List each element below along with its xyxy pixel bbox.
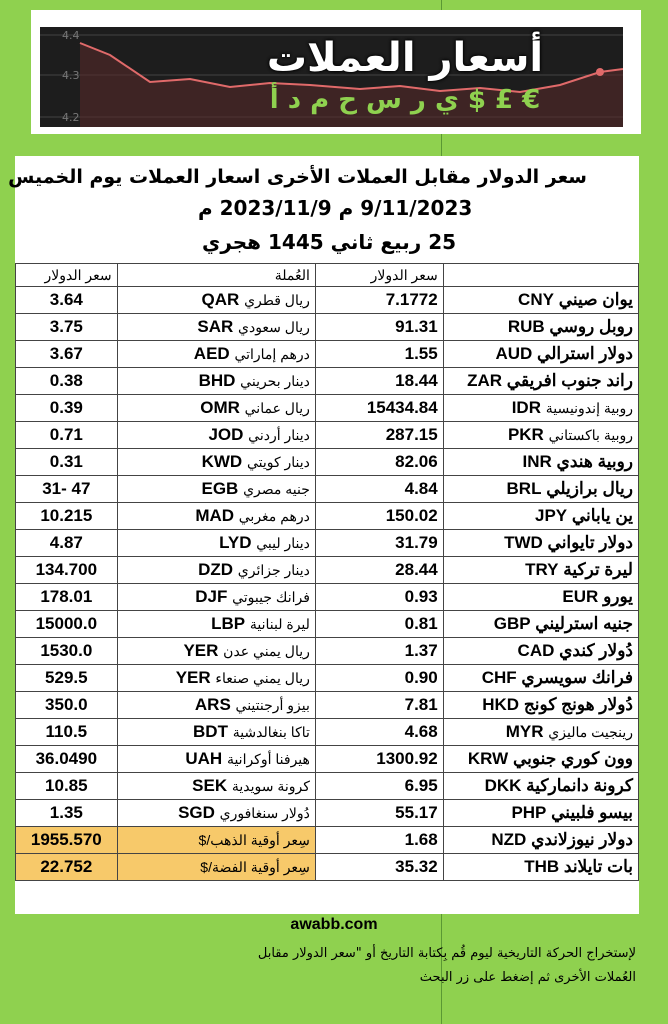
rate-cell [16, 611, 118, 638]
currency-cell [117, 341, 315, 368]
rate-cell [315, 746, 443, 773]
table-row [16, 638, 639, 665]
currency-cell [117, 422, 315, 449]
currency-name: يوان صيني [558, 290, 633, 309]
rate-cell [16, 557, 118, 584]
currency-name: ليرة تركية [563, 560, 633, 579]
currency-cell [117, 314, 315, 341]
rate-cell [16, 638, 118, 665]
currency-cell [117, 746, 315, 773]
rate-cell [16, 665, 118, 692]
rate-cell [315, 530, 443, 557]
currency-code: SGD [178, 803, 215, 822]
rate-cell [16, 800, 118, 827]
currency-cell [443, 530, 638, 557]
currency-code: PHP [511, 803, 547, 822]
currency-code: LBP [211, 614, 246, 633]
rate-value: 4.87 [49, 533, 83, 552]
currency-name: دولار تايواني [547, 533, 633, 552]
table-row [16, 854, 639, 881]
banner-title: أسعار العملات [266, 35, 544, 81]
rate-value: 4.84 [404, 479, 438, 498]
currency-cell [443, 584, 638, 611]
currency-cell [117, 476, 315, 503]
currency-cell [443, 476, 638, 503]
currency-code: BRL [506, 479, 542, 498]
instructions-line: لإستخراج الحركة التاريخية ليوم قُم بِكتابة التاريخ أو "سعر الدولار مقابل [257, 946, 636, 961]
table-row [16, 746, 639, 773]
rate-value: 178.01 [40, 587, 93, 606]
rate-value: 3.75 [49, 317, 83, 336]
table-row [16, 476, 639, 503]
instructions-line: العُملات الأخرى ثم إضغط على زر البحث [419, 970, 636, 985]
currency-name: روبية هندي [556, 452, 633, 471]
rate-value: 0.81 [404, 614, 438, 633]
table-row [16, 287, 639, 314]
column-header: سعر الدولار [315, 264, 443, 287]
rate-cell [16, 449, 118, 476]
currency-cell [117, 692, 315, 719]
rate-cell [315, 314, 443, 341]
rate-cell [16, 395, 118, 422]
rate-value: 529.5 [45, 668, 88, 687]
rate-cell [315, 773, 443, 800]
currency-cell [443, 854, 638, 881]
rate-value: 31.79 [395, 533, 438, 552]
currency-cell [117, 719, 315, 746]
rate-cell [315, 611, 443, 638]
currency-cell [117, 503, 315, 530]
rate-value: 4.68 [404, 722, 438, 741]
currency-name: بات تايلاند [563, 857, 633, 876]
currency-name: دينار بحريني [240, 373, 310, 389]
table-row [16, 449, 639, 476]
rate-cell [315, 449, 443, 476]
currency-code: NZD [491, 830, 527, 849]
currency-cell [117, 287, 315, 314]
currency-name: كرونة دانماركية [526, 776, 633, 795]
currency-code: ARS [194, 695, 231, 714]
rate-cell [315, 665, 443, 692]
rate-cell [16, 719, 118, 746]
currency-cell [117, 854, 315, 881]
currency-cell [117, 557, 315, 584]
currency-name: دينار جزائري [237, 562, 310, 578]
currency-name: جنيه استرليني [535, 614, 633, 633]
rate-value: 0.31 [49, 452, 83, 471]
currency-code: THB [524, 857, 560, 876]
currency-name: ريال يمني عدن [223, 643, 310, 659]
rate-value: 0.71 [49, 425, 83, 444]
currency-code: BHD [198, 371, 236, 390]
currency-code: AED [193, 344, 230, 363]
rate-value: 36.0490 [35, 749, 98, 768]
table-row [16, 395, 639, 422]
column-header: سعر الدولار [16, 264, 118, 287]
rate-cell [315, 584, 443, 611]
currency-cell [117, 800, 315, 827]
currency-name: دينار ليبي [256, 535, 310, 551]
currency-name: دُولار سنغافوري [219, 805, 310, 821]
currency-code: MAD [195, 506, 235, 525]
rate-value: 134.700 [35, 560, 98, 579]
currency-cell [443, 422, 638, 449]
currency-code: YER [175, 668, 211, 687]
table-row [16, 314, 639, 341]
table-row [16, 341, 639, 368]
gregorian-date: 9/11/2023 م 2023/11/9 م [198, 196, 473, 220]
currency-cell [443, 557, 638, 584]
currency-name: ين ياباني [571, 506, 633, 525]
currency-name: كرونة سويدية [231, 778, 310, 794]
currency-cell [443, 773, 638, 800]
currency-name: روبية باكستاني [548, 427, 633, 443]
table-row [16, 692, 639, 719]
currency-name: بيسو فلبيني [551, 803, 633, 822]
table-row [16, 530, 639, 557]
rate-value: 1.35 [49, 803, 83, 822]
rate-cell [16, 773, 118, 800]
currency-code: CNY [518, 290, 554, 309]
currency-name: ريال سعودي [238, 319, 310, 335]
rate-value: 91.31 [395, 317, 438, 336]
rate-value: 7.1772 [385, 290, 438, 309]
currency-cell [443, 341, 638, 368]
rate-value: 3.67 [49, 344, 83, 363]
rate-value: 82.06 [395, 452, 438, 471]
axis-tick-label: 4.4 [62, 29, 80, 42]
rate-value: 1530.0 [40, 641, 93, 660]
table-row [16, 584, 639, 611]
currency-cell [443, 719, 638, 746]
hijri-date: 25 ربيع ثاني 1445 هجري [202, 230, 457, 254]
rate-cell [315, 368, 443, 395]
rate-value: 28.44 [395, 560, 438, 579]
currency-code: SAR [197, 317, 234, 336]
currency-code: AUD [495, 344, 533, 363]
currency-cell [443, 746, 638, 773]
currency-code: INR [522, 452, 552, 471]
rate-value: 110.5 [45, 722, 88, 741]
rate-cell [16, 503, 118, 530]
table-header-row [16, 264, 639, 287]
rate-value: 10.85 [45, 776, 88, 795]
currency-code: TWD [504, 533, 543, 552]
currency-name: ريال قطري [244, 292, 310, 308]
rate-cell [16, 746, 118, 773]
currency-cell [443, 665, 638, 692]
currency-code: MYR [505, 722, 544, 741]
rate-cell [16, 314, 118, 341]
currency-name: روبية إندونيسية [545, 400, 633, 416]
rate-cell [16, 287, 118, 314]
currency-code: QAR [201, 290, 240, 309]
currency-name: هيرفنا أوكرانية [226, 751, 310, 767]
currency-code: CHF [481, 668, 517, 687]
rate-value: 350.0 [45, 695, 88, 714]
rate-value: 6.95 [404, 776, 438, 795]
currency-name: فرانك سويسري [521, 668, 633, 687]
currency-code: RUB [507, 317, 545, 336]
currency-name: روبل روسي [549, 317, 633, 336]
banner-frame [31, 10, 641, 134]
currency-code: BDT [193, 722, 228, 741]
currency-cell [443, 503, 638, 530]
table-row [16, 773, 639, 800]
rate-cell [315, 557, 443, 584]
currency-name: وون كوري جنوبي [512, 749, 633, 768]
currency-name: تاكا بنغالدشية [232, 724, 310, 740]
currency-cell [443, 638, 638, 665]
table-row [16, 665, 639, 692]
rate-value: 1.55 [404, 344, 438, 363]
currency-code: HKD [482, 695, 520, 714]
currency-name: دولار نيوزلاندي [531, 830, 633, 849]
currency-name: سِعر أوقية الذهب/$ [198, 832, 310, 848]
column-header [443, 264, 638, 287]
currency-code: EGB [201, 479, 239, 498]
rate-cell [16, 422, 118, 449]
currency-cell [117, 611, 315, 638]
currency-cell [117, 395, 315, 422]
currency-code: GBP [493, 614, 531, 633]
rate-cell [16, 530, 118, 557]
currency-name: دُولار هونج كونج [523, 695, 633, 714]
currency-cell [443, 827, 638, 854]
rate-cell [315, 395, 443, 422]
rate-value: 0.90 [404, 668, 438, 687]
banner-image [40, 27, 623, 127]
currency-name: ريال يمني صنعاء [215, 670, 310, 686]
currency-code: SEK [192, 776, 228, 795]
rate-value: 1.37 [404, 641, 438, 660]
rate-value: 7.81 [404, 695, 438, 714]
column-header: العُملة [117, 264, 315, 287]
table-row [16, 503, 639, 530]
currency-code: DJF [195, 587, 228, 606]
page-title: سعر الدولار مقابل العملات الأخرى اسعار العملات يوم الخميس [8, 166, 587, 188]
currency-cell [117, 773, 315, 800]
currency-name: جنيه مصري [243, 481, 310, 497]
currency-code: IDR [511, 398, 541, 417]
currency-cell [117, 827, 315, 854]
currency-name: دُولار كندي [559, 641, 633, 660]
currency-name: درهم إماراتي [234, 346, 310, 362]
rate-cell [16, 854, 118, 881]
currency-code: JOD [208, 425, 244, 444]
rate-value: 35.32 [395, 857, 438, 876]
currency-code: EUR [562, 587, 599, 606]
currency-name: بيزو أرجنتيني [235, 697, 310, 713]
table-row [16, 368, 639, 395]
rate-cell [16, 341, 118, 368]
currency-name: ليرة لبنانية [249, 616, 310, 632]
currency-code: DZD [198, 560, 234, 579]
currency-cell [443, 692, 638, 719]
rate-value: 0.39 [49, 398, 83, 417]
currency-code: YER [183, 641, 219, 660]
currency-cell [443, 449, 638, 476]
currency-cell [443, 800, 638, 827]
banner-subtitle: ي ر س ح م د أ $ £ € [269, 85, 541, 115]
currency-name: ريال عماني [244, 400, 310, 416]
rate-value: 1.68 [404, 830, 438, 849]
currency-name: فرانك جيبوتي [232, 589, 310, 605]
currency-cell [117, 638, 315, 665]
currency-cell [117, 449, 315, 476]
currency-cell [443, 368, 638, 395]
currency-code: JPY [535, 506, 568, 525]
table-row [16, 719, 639, 746]
currency-code: CAD [517, 641, 555, 660]
axis-tick-label: 4.2 [62, 111, 80, 124]
rate-value: 1300.92 [376, 749, 438, 768]
currency-name: يورو [603, 587, 633, 606]
currency-code: ZAR [467, 371, 503, 390]
table-row [16, 827, 639, 854]
rate-value: 0.93 [404, 587, 438, 606]
table-row [16, 557, 639, 584]
rate-cell [315, 476, 443, 503]
currency-cell [443, 395, 638, 422]
table-row [16, 422, 639, 449]
rate-value: 31- 47 [42, 479, 91, 498]
currency-code: LYD [219, 533, 252, 552]
rate-value: 22.752 [40, 857, 93, 876]
rate-cell [16, 827, 118, 854]
currency-code: PKR [507, 425, 544, 444]
currency-cell [443, 611, 638, 638]
rate-cell [315, 854, 443, 881]
rate-cell [315, 638, 443, 665]
currency-name: سِعر أوقية الفضة/$ [200, 859, 310, 875]
site-url: awabb.com [290, 916, 378, 933]
currency-cell [117, 665, 315, 692]
currency-code: DKK [484, 776, 522, 795]
currency-name: دينار كويتي [246, 454, 310, 470]
rate-value: 0.38 [49, 371, 83, 390]
rates-table [15, 263, 639, 881]
search-instructions [136, 942, 636, 990]
currency-name: راند جنوب افريقي [506, 371, 633, 390]
rate-cell [315, 503, 443, 530]
currency-name: دولار استرالي [537, 344, 633, 363]
currency-name: درهم مغربي [238, 508, 310, 524]
currency-cell [443, 287, 638, 314]
table-row [16, 611, 639, 638]
currency-cell [117, 584, 315, 611]
rate-cell [315, 692, 443, 719]
currency-cell [117, 530, 315, 557]
rate-value: 287.15 [385, 425, 438, 444]
rate-value: 15000.0 [35, 614, 98, 633]
currency-name: دينار أردني [248, 427, 310, 443]
rate-value: 18.44 [395, 371, 438, 390]
currency-code: KWD [201, 452, 243, 471]
rate-cell [16, 692, 118, 719]
currency-code: OMR [200, 398, 240, 417]
rate-cell [16, 368, 118, 395]
rate-cell [315, 287, 443, 314]
rate-value: 15434.84 [366, 398, 438, 417]
rate-value: 3.64 [49, 290, 83, 309]
currency-code: UAH [185, 749, 223, 768]
rate-value: 1955.570 [30, 830, 102, 849]
currency-cell [117, 368, 315, 395]
rate-value: 150.02 [385, 506, 438, 525]
rate-cell [16, 476, 118, 503]
rate-value: 55.17 [395, 803, 438, 822]
rate-cell [16, 584, 118, 611]
rate-cell [315, 422, 443, 449]
axis-tick-label: 4.3 [62, 69, 80, 82]
currency-code: KRW [467, 749, 509, 768]
table-row [16, 800, 639, 827]
rate-cell [315, 800, 443, 827]
currency-cell [443, 314, 638, 341]
currency-name: ريال برازيلي [546, 479, 633, 498]
currency-name: رينجيت ماليزي [548, 724, 633, 740]
rate-cell [315, 341, 443, 368]
rate-value: 10.215 [40, 506, 93, 525]
rate-cell [315, 827, 443, 854]
rate-cell [315, 719, 443, 746]
currency-code: TRY [525, 560, 559, 579]
